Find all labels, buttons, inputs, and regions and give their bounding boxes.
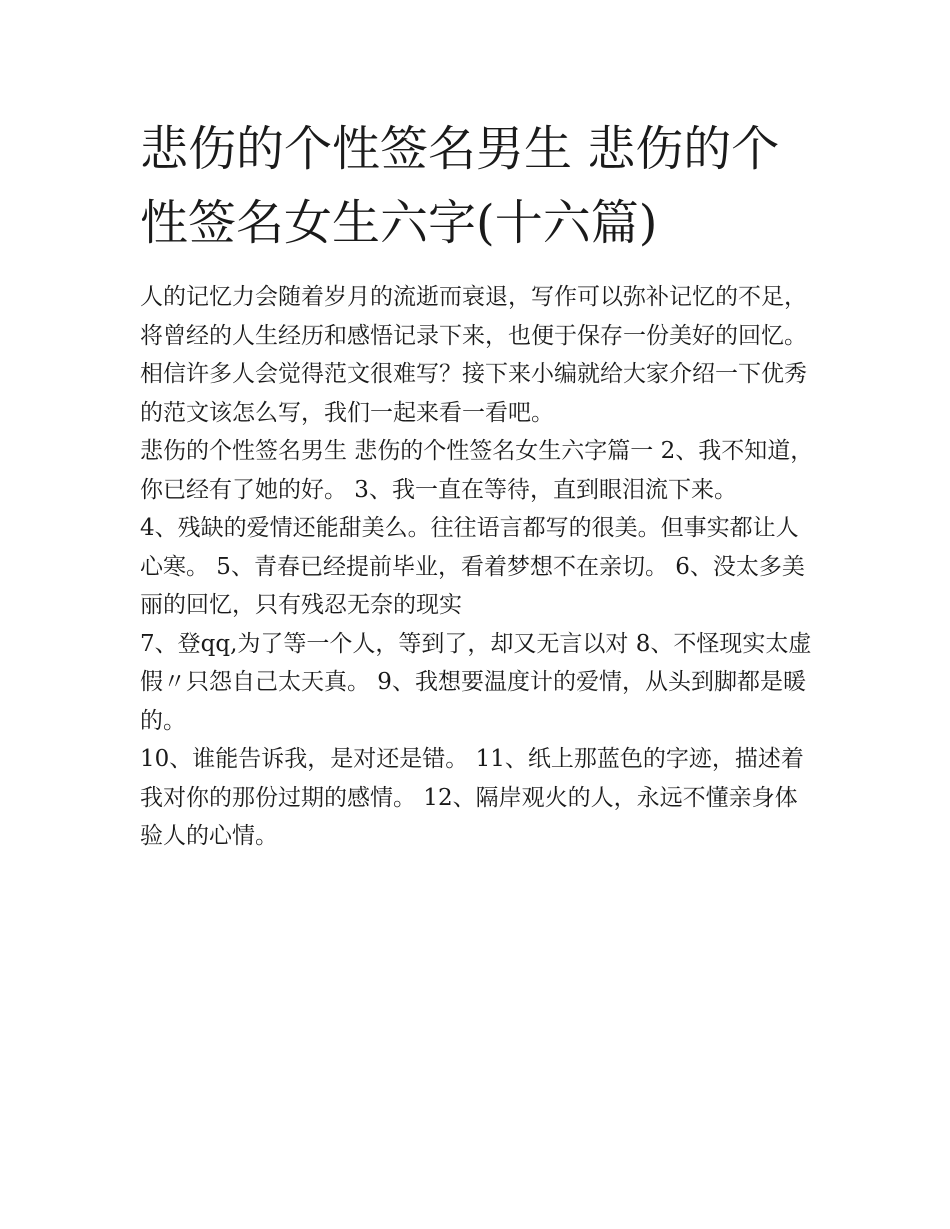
paragraph-intro: 人的记忆力会随着岁月的流逝而衰退，写作可以弥补记忆的不足，将曾经的人生经历和感悟记录下来，也便于保存一份美好的回忆。相信许多人会觉得范文很难写？接下来小编就给大家介绍一下优秀的范文该怎么写，我们一起来看一看吧。 — [140, 284, 807, 426]
paragraph-items-4-6: 4、残缺的爱情还能甜美么。往往语言都写的很美。但事实都让人心寒。 5、青春已经提前毕业，看着梦想不在亲切。 6、没太多美丽的回忆，只有残忍无奈的现实 — [140, 515, 805, 618]
document-body — [140, 278, 820, 856]
document-title: 悲伤的个性签名男生 悲伤的个性签名女生六字(十六篇) — [140, 121, 780, 251]
paragraph-items-7-9: 7、登qq,为了等一个人，等到了，却又无言以对 8、不怪现实太虚假〃只怨自己太天真。 9、我想要温度计的爱情，从头到脚都是暖的。 — [140, 630, 812, 734]
paragraph-items-10-12: 10、谁能告诉我，是对还是错。 11、纸上那蓝色的字迹，描述着我对你的那份过期的感情。 12、隔岸观火的人，永远不懂亲身体验人的心情。 — [140, 746, 804, 849]
paragraph-section-one: 悲伤的个性签名男生 悲伤的个性签名女生六字篇一 2、我不知道，你已经有了她的好。 3、我一直在等待，直到眼泪流下来。 — [140, 438, 814, 503]
